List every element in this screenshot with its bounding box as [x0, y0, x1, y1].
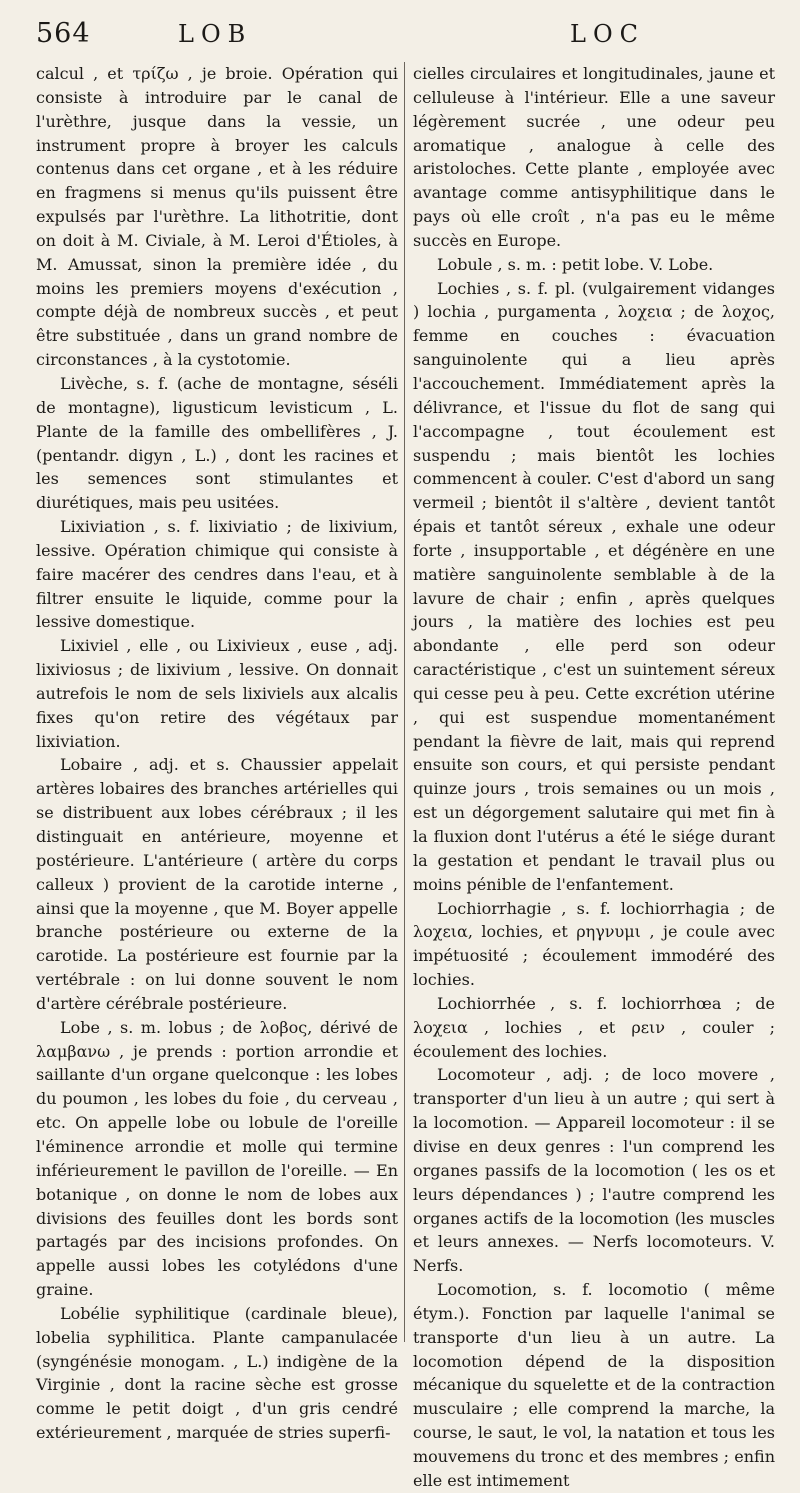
entry-lochiorrhee: Lochiorrhée , s. f. lochiorrhœa ; de λοχεια , lochies , et ρειν , couler ; écoulement des lochies.: [413, 993, 775, 1061]
entry-lochiorrhagie: Lochiorrhagie , s. f. lochiorrhagia ; de λοχεια, lochies, et ρηγνυμι , je coule avec impétuosité ; écoulement immodéré des lochies.: [413, 898, 775, 990]
entry-lithotritie-continued: calcul , et τρίζω , je broie. Opération qui consiste à introduire par le canal de l'urèthre, jusque dans la vessie, un instrument propre à broyer les calculs contenus dans cet organe , et à les réduire en fragmens si menus qu'ils puissent être expulsés par l'urèthre. La lithotritie, dont on doit à M. Civiale, à M. Leroi d'Étioles, à M. Amussat, sinon la première idée , du moins les premiers moyens d'exécution , compte déjà de nombreux succès , et peut être substituée , dans un grand nombre de circonstances , à la cystotomie.: [36, 64, 398, 370]
entry-locomotion: Locomotion, s. f. locomotio ( même étym.). Fonction par laquelle l'animal se transporte d'un lieu à un autre. La locomotion dépend de la disposition mécanique du squelette et de la contraction musculaire ; elle comprend la marche, la course, le saut, le vol, la natation et tous les mouvemens du tronc et des membres ; enfin elle est intimement: [413, 1280, 775, 1490]
running-head-left: LOB: [178, 20, 253, 48]
entry-lixiviel: Lixiviel , elle , ou Lixivieux , euse , adj. lixiviosus ; de lixivium , lessive. On donnait autrefois le nom de sels lixiviels aux alcalis fixes qu'on retire des végétaux par lixiviation.: [36, 636, 398, 751]
entry-lixiviation: Lixiviation , s. f. lixiviatio ; de lixivium, lessive. Opération chimique qui consiste à faire macérer des cendres dans l'eau, et à filtrer ensuite le liquide, comme pour la lessive domestique.: [36, 517, 398, 632]
entry-lobule: Lobule , s. m. : petit lobe. V. Lobe.: [437, 254, 714, 274]
page-header: [0, 0, 800, 62]
entry-locomoteur: Locomoteur , adj. ; de loco movere , transporter d'un lieu à un autre ; qui sert à la locomotion. — Appareil locomoteur : il se divise en deux genres : l'un comprend les organes passifs de la locomotion ( les os et leurs dépendances ) ; l'autre comprend les organes actifs de la locomotion (les muscles et leurs annexes. — Nerfs locomoteurs. V. Nerfs.: [413, 1065, 775, 1276]
entry-lochies: Lochies , s. f. pl. (vulgairement vidanges ) lochia , purgamenta , λοχεια ; de λοχος, femme en couches : évacuation sanguinolente qui a lieu après l'accouchement. Immédiatement après la délivrance, et l'issue du flot de sang qui l'accompagne , tout écoulement est suspendu ; mais bientôt les lochies commencent à couler. C'est d'abord un sang vermeil ; bientôt il s'altère , devient tantôt épais et tantôt séreux , exhale une odeur forte , insupportable , et dégénère en une matière sanguinolente semblable à de la lavure de chair ; enfin , après quelques jours , la matière des lochies est peu abondante , elle perd son odeur caractéristique , c'est un suintement séreux qui cesse peu à peu. Cette excrétion utérine , qui est suspendue momentanément pendant la fièvre de lait, mais qui reprend ensuite son cours, et qui persiste pendant quinze jours , trois semaines ou un mois , est un dégorgement salutaire qui met fin à la fluxion dont l'utérus a été le siége durant la gestation et pendant le travail plus ou moins pénible de l'enfantement.: [413, 278, 775, 894]
page-number: 564: [36, 18, 91, 49]
column-divider: [404, 62, 405, 1342]
entry-lobaire: Lobaire , adj. et s. Chaussier appelait artères lobaires des branches artérielles qui se distribuent aux lobes cérébraux ; il les distinguait en antérieure, moyenne et postérieure. L'antérieure ( artère du corps calleux ) provient de la carotide interne , ainsi que la moyenne , que M. Boyer appelle branche postérieure ou externe de la carotide. La postérieure est fournie par la vertébrale : on lui donne souvent le nom d'artère cérébrale postérieure.: [36, 755, 398, 1013]
running-head-right: LOC: [570, 20, 645, 48]
right-column: [413, 62, 775, 1493]
left-column: [36, 62, 398, 1445]
entry-lobelie-syphilitique: Lobélie syphilitique (cardinale bleue), lobelia syphilitica. Plante campanulacée (syngénésie monogam. , L.) indigène de la Virginie , dont la racine sèche est grosse comme le petit doigt , d'un gris cendré extérieurement , marquée de stries superfi-: [36, 1303, 398, 1443]
entry-liveche: Livèche, s. f. (ache de montagne, séséli de montagne), ligusticum levisticum , L. Plante de la famille des ombellifères , J. (pentandr. digyn , L.) , dont les racines et les semences sont stimulantes et diurétiques, mais peu usitées.: [36, 373, 398, 513]
entry-lobelie-continued: cielles circulaires et longitudinales, jaune et celluleuse à l'intérieur. Elle a une saveur légèrement sucrée , une odeur peu aromatique , analogue à celle des aristoloches. Cette plante , employée avec avantage comme antisyphilitique dans le pays où elle croît , n'a pas eu le même succès en Europe.: [413, 64, 775, 250]
entry-lobe: Lobe , s. m. lobus ; de λοβος, dérivé de λαμβανω , je prends : portion arrondie et saillante d'un organe quelconque : les lobes du poumon , les lobes du foie , du cerveau , etc. On appelle lobe ou lobule de l'oreille l'éminence arrondie et molle qui termine inférieurement le pavillon de l'oreille. — En botanique , on donne le nom de lobes aux divisions des feuilles dont les bords sont partagés par des incisions profondes. On appelle aussi lobes les cotylédons d'une graine.: [36, 1017, 398, 1300]
